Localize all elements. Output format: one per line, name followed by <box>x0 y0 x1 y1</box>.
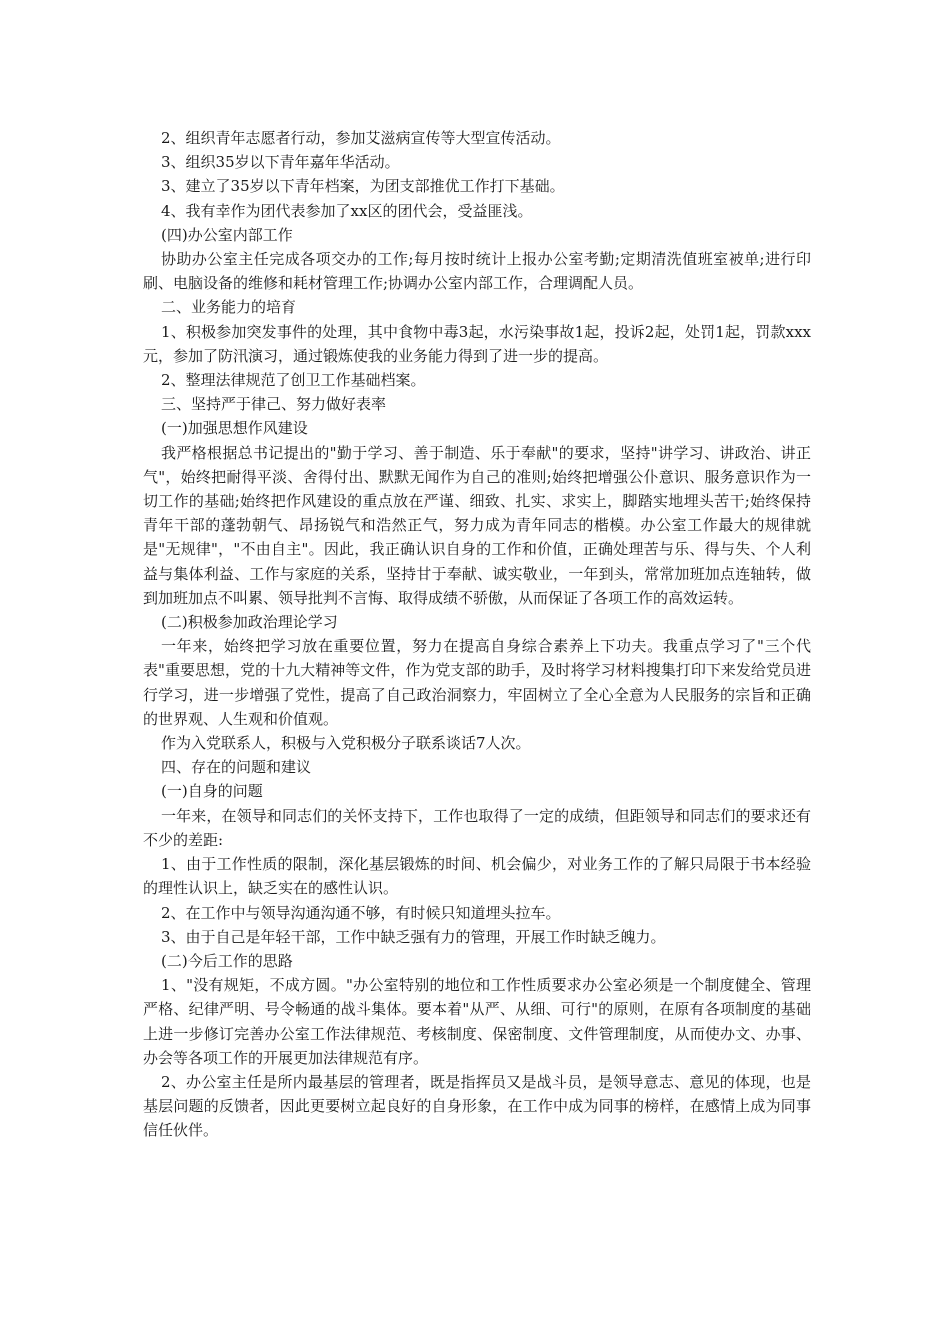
paragraph: 2、办公室主任是所内最基层的管理者，既是指挥员又是战斗员，是领导意志、意见的体现，也是基层问题的反馈者，因此更要树立起良好的自身形象，在工作中成为同事的榜样，在感情上成为同事信任伙伴。 <box>143 1072 811 1140</box>
paragraph: 2、整理法律规范了创卫工作基础档案。 <box>161 371 426 390</box>
paragraph: 3、由于自己是年轻干部，工作中缺乏强有力的管理，开展工作时缺乏魄力。 <box>161 927 666 946</box>
paragraph: 3、组织35岁以下青年嘉年华活动。 <box>161 153 400 172</box>
paragraph: 1、积极参加突发事件的处理，其中食物中毒3起，水污染事故1起，投诉2起，处罚1起，罚款xxx元，参加了防汛演习，通过锻炼使我的业务能力得到了进一步的提高。 <box>143 322 811 365</box>
paragraph: 4、我有幸作为团代表参加了xx区的团代会，受益匪浅。 <box>161 201 533 220</box>
paragraph: 1、"没有规矩，不成方圆。"办公室特别的地位和工作性质要求办公室必须是一个制度健全、管理严格、纪律严明、号令畅通的战斗集体。要本着"从严、从细、可行"的原则，在原有各项制度的基础上进一步修订完善办公室工作法律规范、考核制度、保密制度、文件管理制度，从而使办文、办事、办会等各项工作的开展更加法律规范有序。 <box>143 976 811 1067</box>
paragraph: 一年来，始终把学习放在重要位置，努力在提高自身综合素养上下功夫。我重点学习了"三个代表"重要思想，党的十九大精神等文件，作为党支部的助手，及时将学习材料搜集打印下来发给党员进行学习，进一步增强了党性，提高了自己政治洞察力，牢固树立了全心全意为人民服务的宗旨和正确的世界观、人生观和价值观。 <box>143 637 811 728</box>
section-heading: 二、业务能力的培育 <box>161 298 297 317</box>
paragraph: 协助办公室主任完成各项交办的工作;每月按时统计上报办公室考勤;定期清洗值班室被单;进行印刷、电脑设备的维修和耗材管理工作;协调办公室内部工作，合理调配人员。 <box>143 250 811 293</box>
section-heading: 四、存在的问题和建议 <box>161 758 312 777</box>
paragraph: 3、建立了35岁以下青年档案，为团支部推优工作打下基础。 <box>161 177 565 196</box>
paragraph: 2、组织青年志愿者行动，参加艾滋病宣传等大型宣传活动。 <box>161 129 561 147</box>
section-heading: (四)办公室内部工作 <box>161 225 293 244</box>
paragraph: 我严格根据总书记提出的"勤于学习、善于制造、乐于奉献"的要求，坚持"讲学习、讲政治、讲正气"，始终把耐得平淡、舍得付出、默默无闻作为自己的准则;始终把增强公仆意识、服务意识作为一切工作的基础;始终把作风建设的重点放在严谨、细致、扎实、求实上，脚踏实地埋头苦干;始终保持青年干部的蓬勃朝气、昂扬锐气和浩然正气，努力成为青年同志的楷模。办公室工作最大的规律就是"无规律"，"不由自主"。因此，我正确认识自身的工作和价值，正确处理苦与乐、得与失、个人利益与集体利益、工作与家庭的关系，坚持甘于奉献、诚实敬业，一年到头，常常加班加点连轴转，做到加班加点不叫累、领导批判不言悔、取得成绩不骄傲，从而保证了各项工作的高效运转。 <box>143 443 811 607</box>
paragraph: 作为入党联系人，积极与入党积极分子联系谈话7人次。 <box>161 734 531 753</box>
section-heading: (二)积极参加政治理论学习 <box>161 613 338 632</box>
section-heading: (一)加强思想作风建设 <box>161 419 308 438</box>
paragraph: 2、在工作中与领导沟通沟通不够，有时候只知道埋头拉车。 <box>161 903 561 922</box>
section-heading: (二)今后工作的思路 <box>161 951 293 970</box>
section-heading: 三、坚持严于律己、努力做好表率 <box>161 395 387 414</box>
paragraph: 一年来，在领导和同志们的关怀支持下，工作也取得了一定的成绩，但距领导和同志们的要求还有不少的差距: <box>143 806 811 849</box>
document-body <box>143 126 811 1143</box>
paragraph: 1、由于工作性质的限制，深化基层锻炼的时间、机会偏少，对业务工作的了解只局限于书本经验的理性认识上，缺乏实在的感性认识。 <box>143 855 811 898</box>
section-heading: (一)自身的问题 <box>161 782 263 801</box>
